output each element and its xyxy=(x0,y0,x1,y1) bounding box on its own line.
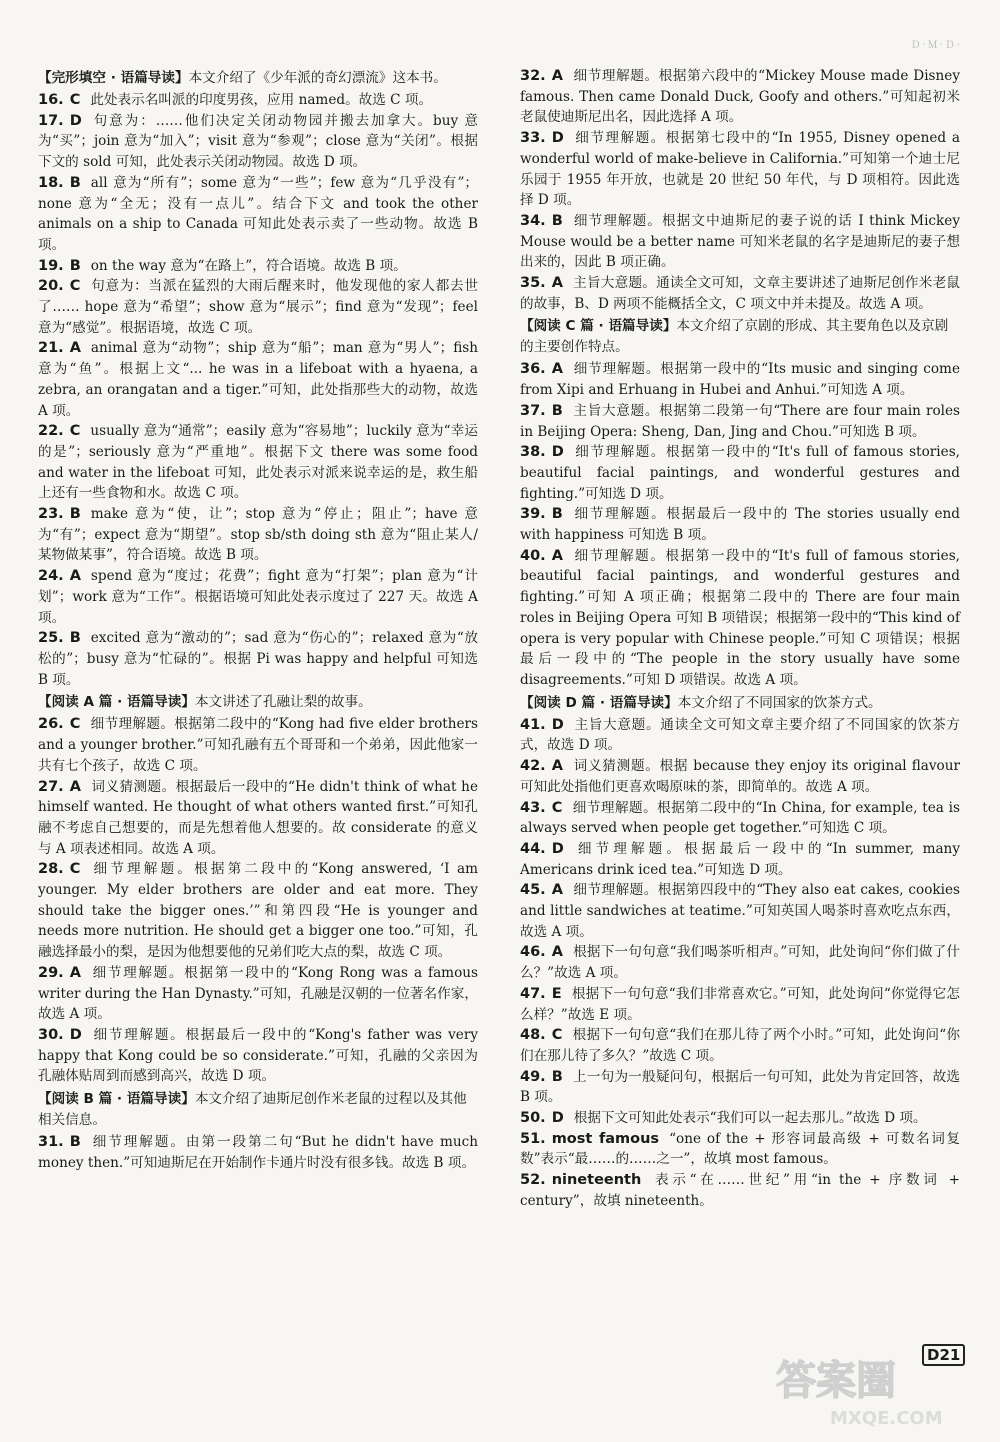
question-number: 20. xyxy=(38,278,64,295)
question-number: 21. xyxy=(38,340,64,357)
answer-key: C xyxy=(551,1027,563,1044)
section-header-readC xyxy=(520,316,960,358)
answer-key: A xyxy=(551,944,563,961)
answer-item xyxy=(520,273,960,314)
answer-item xyxy=(520,1129,960,1170)
answer-key: D xyxy=(551,444,564,461)
question-number: 48. xyxy=(520,1027,546,1044)
answer-item xyxy=(38,256,478,277)
section-intro: 本文介绍了京剧的形成、其主要角色以及京剧的主要创作特点。 xyxy=(520,318,949,356)
explanation-text: 上一句为一般疑问句，根据后一句可知，此处为肯定回答，故选 B 项。 xyxy=(520,1068,960,1106)
question-number: 33. xyxy=(520,130,546,147)
answer-item xyxy=(520,880,960,942)
watermark-logo xyxy=(770,1350,970,1430)
answer-key: C xyxy=(69,716,81,733)
question-number: 34. xyxy=(520,212,546,229)
question-number: 36. xyxy=(520,361,546,378)
answer-item xyxy=(520,984,960,1025)
answer-key: C xyxy=(69,278,81,295)
question-number: 23. xyxy=(38,506,64,523)
section-intro: 本文讲述了孔融让梨的故事。 xyxy=(194,694,372,711)
explanation-text: 细节理解题。根据第四段中的“They also eat cakes, cookies and little sandwiches at teatime.”可知英国人喝茶时喜欢吃点东西，故选 A 项。 xyxy=(520,882,960,940)
question-number: 25. xyxy=(38,630,64,647)
explanation-text: 词义猜测题。根据最后一段中的“He didn't think of what he himself wanted. He thought of what others wanted first.”可知孔融不考虑自己想要的，而是先想着他人想要的。故 considerate 的意义与 A 项表述相同。故选 A 项。 xyxy=(38,778,478,857)
answer-key: B xyxy=(551,506,563,523)
question-number: 17. xyxy=(38,112,64,129)
explanation-text: 根据下一句句意“我们非常喜欢它。”可知，此处询问“你觉得它怎么样？”故选 E 项。 xyxy=(520,985,960,1023)
explanation-text: 表示“在……世纪”用“in the + 序数词 + century”，故填 nineteenth。 xyxy=(520,1172,960,1209)
explanation-text: 细节理解题。根据第二段中的“Kong answered, ‘I am younger. My elder brothers are older and eat more. They should take the bigger ones.’”和第四段“He is younger and needs more nutrition. He should get a bigger one too.”可知，孔融选择最小的梨，是因为他想要他的兄弟们吃大点的梨，故选 C 项。 xyxy=(38,861,478,961)
answer-key: B xyxy=(69,506,81,523)
answer-item xyxy=(38,173,478,256)
question-number: 30. xyxy=(38,1026,64,1043)
answer-item xyxy=(520,1025,960,1066)
corner-mark: Ｄ·Ｍ·Ｄ· xyxy=(910,40,962,51)
explanation-text: 句意为：当派在猛烈的大雨后醒来时，他发现他的家人都去世了…… hope 意为“希望”；show 意为“展示”；find 意为“发现”；feel 意为“感觉”。根据语境，故选 C 项。 xyxy=(38,278,478,336)
question-number: 52. xyxy=(520,1172,546,1189)
answer-key: A xyxy=(551,882,563,899)
question-number: 19. xyxy=(38,257,64,274)
explanation-text: animal 意为“动物”；ship 意为“船”；man 意为“男人”；fish 意为“鱼”。根据上文“... he was in a lifeboat with a hyaena, a zebra, an orangatan and a tiger.”可知，此处指那些大的动物，故选 A 项。 xyxy=(38,340,478,419)
answer-key: B xyxy=(69,174,81,191)
question-number: 27. xyxy=(38,778,64,795)
explanation-text: 细节理解题。根据最后一段中的 The stories usually end with happiness 可知选 B 项。 xyxy=(520,506,960,544)
answer-key: B xyxy=(551,402,563,419)
answer-key: B xyxy=(69,630,81,647)
answer-item xyxy=(38,276,478,338)
explanation-text: 主旨大意题。通读全文可知，文章主要讲述了迪斯尼创作米老鼠的故事，B、D 两项不能概括全文，C 项文中并未提及。故选 A 项。 xyxy=(520,275,960,312)
question-number: 28. xyxy=(38,861,64,878)
answer-item xyxy=(520,798,960,839)
answer-item xyxy=(38,963,478,1025)
question-number: 41. xyxy=(520,716,546,733)
question-number: 46. xyxy=(520,944,546,961)
explanation-text: 细节理解题。根据第六段中的“Mickey Mouse made Disney famous. Then came Donald Duck, Goofy and others.”可知起初米老鼠使迪斯尼出名，因此选择 A 项。 xyxy=(520,68,960,126)
explanation-text: 句意为：……他们决定关闭动物园并搬去加拿大。buy 意为“买”；join 意为“加入”；visit 意为“参观”；close 意为“关闭”。根据下文的 sold 可知，此处表示关闭动物园。故选 D 项。 xyxy=(38,112,478,171)
answer-key: A xyxy=(69,778,81,795)
question-number: 40. xyxy=(520,547,546,564)
answer-key: D xyxy=(69,112,82,129)
section-tag: 【完形填空 · 语篇导读】 xyxy=(38,70,189,86)
answer-key: D xyxy=(551,130,564,147)
explanation-text: make 意为“使，让”；stop 意为“停止；阻止”；have 意为“有”；expect 意为“期望”。stop sb/sth doing sth 意为“阻止某人/某物做某事”，符合语境。故选 B 项。 xyxy=(38,506,478,564)
answer-key: B xyxy=(69,1134,81,1151)
question-number: 31. xyxy=(38,1134,64,1151)
explanation-text: 细节理解题。根据文中迪斯尼的妻子说的话 I think Mickey Mouse would be a better name 可知米老鼠的名字是迪斯尼的妻子想出来的，因此 B 项正确。 xyxy=(520,212,960,271)
explanation-text: 根据下文可知此处表示“我们可以一起去那儿。”故选 D 项。 xyxy=(573,1110,927,1127)
answer-item xyxy=(38,90,478,111)
explanation-text: 词义猜测题。根据 because they enjoy its original flavour 可知此处指他们更喜欢喝原味的茶，即简单的。故选 A 项。 xyxy=(520,758,960,795)
question-number: 38. xyxy=(520,444,546,461)
answer-item xyxy=(520,442,960,504)
section-tag: 【阅读 B 篇 · 语篇导读】 xyxy=(38,1091,195,1108)
question-number: 49. xyxy=(520,1068,546,1085)
question-number: 51. xyxy=(520,1130,546,1147)
question-number: 26. xyxy=(38,716,64,733)
answer-key: A xyxy=(69,568,81,585)
question-number: 42. xyxy=(520,758,546,775)
answer-key: A xyxy=(551,68,563,84)
explanation-text: 细节理解题。根据最后一段中的“In summer, many Americans drink iced tea.”可知选 D 项。 xyxy=(520,840,960,878)
answer-key: B xyxy=(69,257,81,274)
explanation-text: spend 意为“度过；花费”；fight 意为“打架”；plan 意为“计划”；work 意为“工作”。根据语境可知此处表示度过了 227 天。故选 A 项。 xyxy=(38,568,478,626)
answer-item xyxy=(520,504,960,545)
right-column xyxy=(520,66,960,1212)
explanation-text: 细节理解题。根据第一段中的“It's full of famous stories, beautiful facial paintings, and wonderful gestures and fighting.”可知选 D 项。 xyxy=(520,444,960,502)
answer-key: D xyxy=(551,716,564,733)
question-number: 35. xyxy=(520,275,546,292)
question-number: 45. xyxy=(520,882,546,899)
explanation-text: all 意为“所有”；some 意为“一些”；few 意为“几乎没有”；none 意为“全无；没有一点儿”。结合下文 and took the other animals on a ship to Canada 可知此处表示卖了一些动物。故选 B 项。 xyxy=(38,174,478,253)
answer-item xyxy=(38,859,478,963)
section-tag: 【阅读 A 篇 · 语篇导读】 xyxy=(38,694,195,711)
explanation-text: 细节理解题。根据第一段中的“It's full of famous stories, beautiful facial paintings, and wonderful gestures and fighting.”可知 A 项正确；根据第二段中的 There are four main roles in Beijing Opera 可知 B 项错误；根据第一段中的“This kind of opera is very popular with Chinese people.”可知 C 项错误；根据最后一段中的“The people in the story usually have some disagreements.”可知 D 项错误。故选 A 项。 xyxy=(520,547,960,688)
question-number: 22. xyxy=(38,423,64,440)
answer-item xyxy=(38,1025,478,1087)
answer-key: nineteenth xyxy=(551,1172,642,1189)
answer-key: C xyxy=(69,861,81,878)
answer-key: A xyxy=(551,275,563,292)
explanation-text: excited 意为“激动的”；sad 意为“伤心的”；relaxed 意为“放松的”；busy 意为“忙碌的”。根据 Pi was happy and helpful 可知选 B 项。 xyxy=(38,630,478,688)
answer-key: C xyxy=(69,92,81,108)
answer-key: A xyxy=(551,361,563,378)
question-number: 47. xyxy=(520,985,546,1002)
explanation-text: “one of the + 形容词最高级 + 可数名词复数”表示“最……的……之一”，故填 most famous。 xyxy=(520,1130,960,1168)
answer-item xyxy=(38,566,478,628)
page-number: D21 xyxy=(922,1344,965,1366)
explanation-text: 细节理解题。根据第二段中的“In China, for example, tea is always served when people get together.”可知选 C 项。 xyxy=(520,799,960,837)
answer-item xyxy=(520,359,960,400)
watermark-url: MXQE.COM xyxy=(830,1408,943,1429)
explanation-text: 细节理解题。根据第一段中的“Kong Rong was a famous writer during the Han Dynasty.”可知，孔融是汉朝的一位著名作家，故选 A 项。 xyxy=(38,964,478,1023)
answer-key: A xyxy=(69,964,81,981)
question-number: 43. xyxy=(520,799,546,816)
answer-item xyxy=(520,1170,960,1211)
answer-key: D xyxy=(69,1026,82,1043)
question-number: 37. xyxy=(520,402,546,419)
watermark-text: 答案圈 xyxy=(776,1358,896,1404)
explanation-text: 根据下一句句意“我们在那儿待了两个小时。”可知，此处询问“你们在那儿待了多久？”故选 C 项。 xyxy=(520,1027,960,1064)
question-number: 32. xyxy=(520,68,546,84)
left-column xyxy=(38,66,478,1173)
answer-key: most famous xyxy=(551,1130,660,1147)
explanation-text: 细节理解题。根据第一段中的“Its music and singing come from Xipi and Erhuang in Hubei and Anhui.”可知选 A 项。 xyxy=(520,361,960,399)
question-number: 16. xyxy=(38,92,64,108)
explanation-text: 细节理解题。根据第七段中的“In 1955, Disney opened a wonderful world of make-believe in California.”可知第一个迪士尼乐园于 1955 年开放，也就是 20 世纪 50 年代，与 D 项相符。因此选择 D 项。 xyxy=(520,130,960,209)
answer-key: A xyxy=(551,547,563,564)
answer-item xyxy=(38,628,478,690)
answer-item xyxy=(520,839,960,880)
answer-key: D xyxy=(551,840,564,857)
question-number: 24. xyxy=(38,568,64,585)
explanation-text: 主旨大意题。根据第二段第一句“There are four main roles in Beijing Opera: Sheng, Dan, Jing and Chou.”可知选 B 项。 xyxy=(520,402,960,440)
answer-key: D xyxy=(551,1110,564,1127)
question-number: 39. xyxy=(520,506,546,523)
answer-item xyxy=(38,777,478,860)
explanation-text: on the way 意为“在路上”，符合语境。故选 B 项。 xyxy=(90,257,407,274)
answer-item xyxy=(38,504,478,566)
section-header-readD xyxy=(520,693,960,714)
answer-item xyxy=(520,1108,960,1129)
answer-key: E xyxy=(551,985,562,1002)
question-number: 18. xyxy=(38,174,64,191)
explanation-text: 根据下一句句意“我们喝茶听相声。”可知，此处询问“你们做了什么？”故选 A 项。 xyxy=(520,944,960,982)
section-header-readB xyxy=(38,1089,478,1131)
explanation-text: 细节理解题。由第一段第二句“But he didn't have much money then.”可知迪斯尼在开始制作卡通片时没有很多钱。故选 B 项。 xyxy=(38,1134,478,1171)
section-intro: 本文介绍了迪斯尼创作米老鼠的过程以及其他相关信息。 xyxy=(38,1091,467,1129)
section-header-cloze xyxy=(38,68,478,89)
question-number: 50. xyxy=(520,1110,546,1127)
answer-item xyxy=(520,756,960,797)
answer-item xyxy=(520,401,960,442)
explanation-text: 主旨大意题。通读全文可知文章主要介绍了不同国家的饮茶方式，故选 D 项。 xyxy=(520,716,960,754)
section-intro: 本文介绍了《少年派的奇幻漂流》这本书。 xyxy=(188,70,447,86)
explanation-text: usually 意为“通常”；easily 意为“容易地”；luckily 意为“幸运的是”；seriously 意为“严重地”。根据下文 there was some food and water in the lifeboat 可知，此处表示对派来说幸运的是，救生船上还有一些食物和水。故选 C 项。 xyxy=(38,423,478,502)
answer-item xyxy=(38,421,478,504)
section-header-readA xyxy=(38,692,478,713)
answer-item xyxy=(38,714,478,776)
explanation-text: 细节理解题。根据最后一段中的“Kong's father was very happy that Kong could be so considerate.”可知，孔融的父亲因为孔融体贴周到而感到高兴，故选 D 项。 xyxy=(38,1026,478,1085)
answer-item xyxy=(520,1067,960,1108)
answer-item xyxy=(520,942,960,983)
answer-key: A xyxy=(551,758,563,775)
explanation-text: 此处表示名叫派的印度男孩，应用 named。故选 C 项。 xyxy=(90,92,433,108)
question-number: 44. xyxy=(520,840,546,857)
answer-item xyxy=(38,338,478,421)
section-tag: 【阅读 C 篇 · 语篇导读】 xyxy=(520,318,677,335)
answer-item xyxy=(520,66,960,128)
answer-item xyxy=(38,111,478,173)
question-number: 29. xyxy=(38,964,64,981)
answer-item xyxy=(520,128,960,211)
answer-item xyxy=(38,1132,478,1173)
answer-key: A xyxy=(69,340,81,357)
answer-item xyxy=(520,546,960,691)
answer-key: B xyxy=(551,212,563,229)
section-intro: 本文介绍了不同国家的饮茶方式。 xyxy=(677,694,882,711)
answer-item xyxy=(520,211,960,273)
answer-key: B xyxy=(551,1068,563,1085)
answer-key: C xyxy=(551,799,563,816)
section-tag: 【阅读 D 篇 · 语篇导读】 xyxy=(520,694,678,711)
explanation-text: 细节理解题。根据第二段中的“Kong had five elder brothers and a younger brother.”可知孔融有五个哥哥和一个弟弟，因此他家一共有七个孩子，故选 C 项。 xyxy=(38,716,478,774)
answer-item xyxy=(520,715,960,756)
answer-key: C xyxy=(69,423,81,440)
